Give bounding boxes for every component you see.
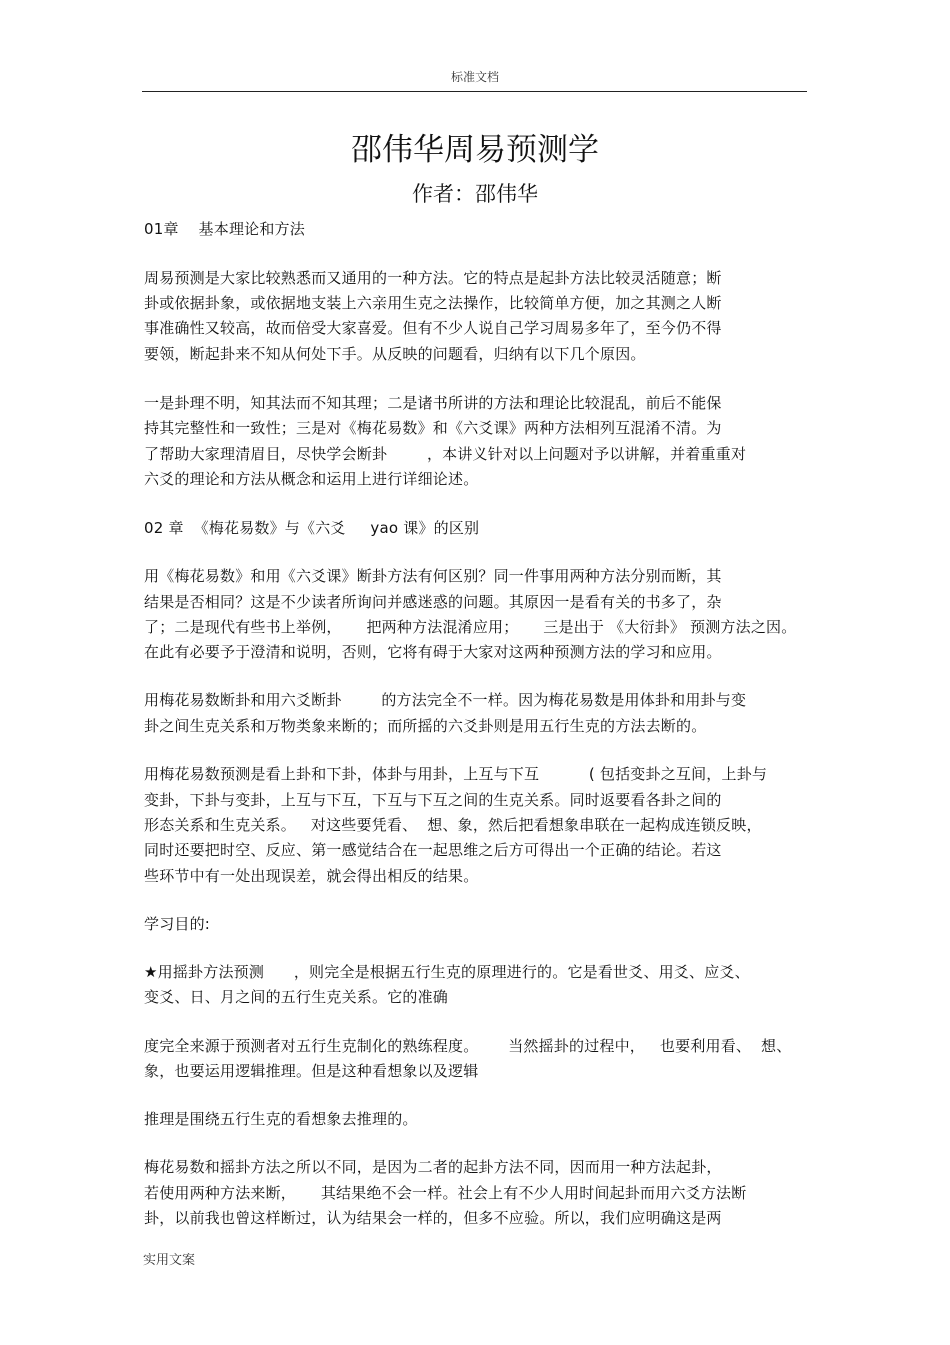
body-line: 一是卦理不明，知其法而不知其理；二是诸书所讲的方法和理论比较混乱，前后不能保 xyxy=(144,394,722,412)
body-line: 象，也要运用逻辑推理。但是这种看想象以及逻辑 xyxy=(144,1062,479,1080)
body-line: 些环节中有一处出现误差，就会得出相反的结果。 xyxy=(144,867,479,885)
header-divider xyxy=(142,91,807,92)
document-author: 作者：邵伟华 xyxy=(412,182,538,206)
body-line: 了帮助大家理清眉目，尽快学会断卦 ，本讲义针对以上问题对予以讲解，并着重重对 xyxy=(144,445,747,463)
page-header-label: 标准文档 xyxy=(450,70,499,84)
body-line: 要领，断起卦来不知从何处下手。从反映的问题看，归纳有以下几个原因。 xyxy=(144,345,646,363)
body-line: 卦，以前我也曾这样断过，认为结果会一样的，但多不应验。所以，我们应明确这是两 xyxy=(144,1209,722,1227)
body-line: 在此有必要予于澄清和说明，否则，它将有碍于大家对这两种预测方法的学习和应用。 xyxy=(144,643,722,661)
body-line: 用梅花易数断卦和用六爻断卦 的方法完全不一样。因为梅花易数是用体卦和用卦与变 xyxy=(144,691,747,709)
body-line: ★用摇卦方法预测 ，则完全是根据五行生克的原理进行的。它是看世爻、用爻、应爻、 xyxy=(144,963,750,981)
body-line: 六爻的理论和方法从概念和运用上进行详细论述。 xyxy=(144,470,479,488)
body-line: 同时还要把时空、反应、第一感觉结合在一起思维之后方可得出一个正确的结论。若这 xyxy=(144,841,722,859)
body-line: 卦或依据卦象，或依据地支装上六亲用生克之法操作，比较简单方便，加之其测之人断 xyxy=(144,294,722,312)
document-title: 邵伟华周易预测学 xyxy=(351,132,599,168)
body-line: 了；二是现代有些书上举例， 把两种方法混淆应用； 三是出于 《大衍卦》 预测方法之因。 xyxy=(144,618,797,636)
body-line: 梅花易数和摇卦方法之所以不同，是因为二者的起卦方法不同，因而用一种方法起卦， xyxy=(144,1158,722,1176)
chapter-heading: 01章 基本理论和方法 xyxy=(144,220,305,238)
chapter-heading: 02 章 《梅花易数》与《六爻 yao 课》的区别 xyxy=(144,519,480,537)
body-line: 用梅花易数预测是看上卦和下卦，体卦与用卦，上互与下互 ( 包括变卦之互间，上卦与 xyxy=(144,765,768,783)
body-line: 变卦，下卦与变卦，上互与下互，下互与下互之间的生克关系。同时返要看各卦之间的 xyxy=(144,791,722,809)
page-footer-label: 实用文案 xyxy=(143,1253,196,1268)
body-line: 推理是围绕五行生克的看想象去推理的。 xyxy=(144,1110,418,1128)
body-line: 结果是否相同？这是不少读者所询问并感迷惑的问题。其原因一是看有关的书多了，杂 xyxy=(144,593,722,611)
body-line: 周易预测是大家比较熟悉而又通用的一种方法。它的特点是起卦方法比较灵活随意；断 xyxy=(144,269,722,287)
body-line: 用《梅花易数》和用《六爻课》断卦方法有何区别？同一件事用两种方法分别而断，其 xyxy=(144,567,722,585)
body-line: 形态关系和生克关系。 对这些要凭看、 想、象，然后把看想象串联在一起构成连锁反映， xyxy=(144,816,762,834)
body-line: 度完全来源于预测者对五行生克制化的熟练程度。 当然摇卦的过程中， 也要利用看、 想、 xyxy=(144,1037,792,1055)
body-line: 持其完整性和一致性；三是对《梅花易数》和《六爻课》两种方法相列互混淆不清。为 xyxy=(144,419,722,437)
body-line: 事准确性又较高，故而倍受大家喜爱。但有不少人说自己学习周易多年了，至今仍不得 xyxy=(144,319,722,337)
body-line: 变爻、日、月之间的五行生克关系。它的准确 xyxy=(144,988,449,1006)
section-label: 学习目的: xyxy=(144,915,211,933)
body-line: 若使用两种方法来断， 其结果绝不会一样。社会上有不少人用时间起卦而用六爻方法断 xyxy=(144,1184,747,1202)
body-line: 卦之间生克关系和万物类象来断的；而所摇的六爻卦则是用五行生克的方法去断的。 xyxy=(144,717,707,735)
